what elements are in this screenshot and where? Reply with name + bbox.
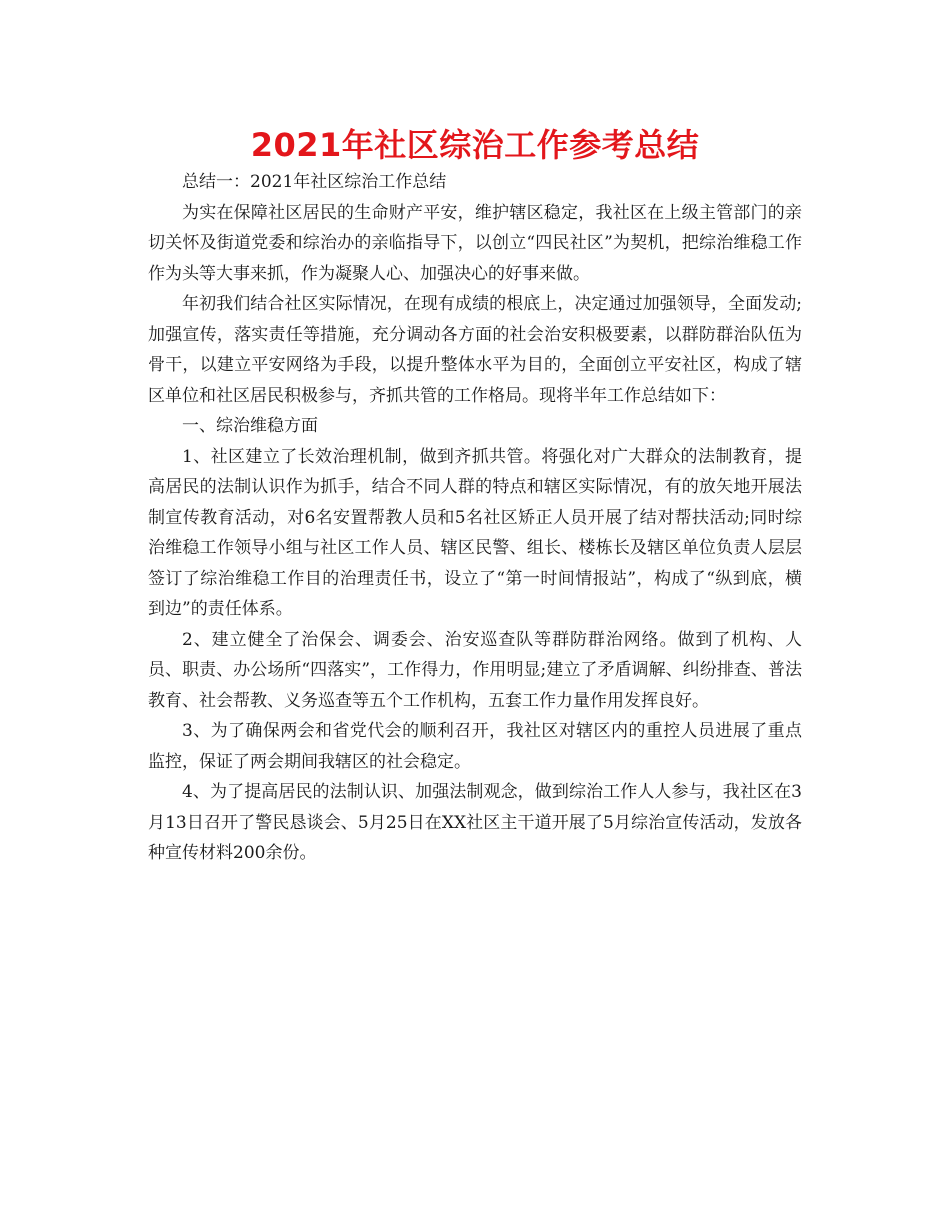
section-heading: 一、综治维稳方面 bbox=[182, 416, 318, 436]
document-body bbox=[148, 167, 802, 869]
paragraph-item-3: 3、为了确保两会和省党代会的顺利召开，我社区对辖区内的重控人员进展了重点监控，保证了两会期间我辖区的社会稳定。 bbox=[148, 721, 802, 772]
paragraph-intro: 为实在保障社区居民的生命财产平安，维护辖区稳定，我社区在上级主管部门的亲切关怀及街道党委和综治办的亲临指导下，以创立“四民社区”为契机，把综治维稳工作作为头等大事来抓，作为凝聚人心、加强决心的好事来做。 bbox=[148, 202, 802, 284]
paragraph-item-1: 1、社区建立了长效治理机制，做到齐抓共管。将强化对广大群众的法制教育，提高居民的法制认识作为抓手，结合不同人群的特点和辖区实际情况，有的放矢地开展法制宣传教育活动，对6名安置帮教人员和5名社区矫正人员开展了结对帮扶活动;同时综治维稳工作领导小组与社区工作人员、辖区民警、组长、楼栋长及辖区单位负责人层层签订了综治维稳工作目的治理责任书，设立了“第一时间情报站”，构成了“纵到底，横到边”的责任体系。 bbox=[148, 446, 802, 619]
document-title: 2021年社区综治工作参考总结 bbox=[250, 126, 700, 164]
paragraph-overview: 年初我们结合社区实际情况，在现有成绩的根底上，决定通过加强领导，全面发动;加强宣传，落实责任等措施，充分调动各方面的社会治安积极要素，以群防群治队伍为骨干，以建立平安网络为手段，以提升整体水平为目的，全面创立平安社区，构成了辖区单位和社区居民积极参与，齐抓共管的工作格局。现将半年工作总结如下： bbox=[148, 294, 802, 406]
paragraph-item-2: 2、建立健全了治保会、调委会、治安巡查队等群防群治网络。做到了机构、人员、职责、办公场所“四落实”，工作得力，作用明显;建立了矛盾调解、纠纷排查、普法教育、社会帮教、义务巡查等五个工作机构，五套工作力量作用发挥良好。 bbox=[148, 629, 802, 711]
paragraph-subtitle: 总结一：2021年社区综治工作总结 bbox=[182, 172, 447, 192]
paragraph-item-4: 4、为了提高居民的法制认识、加强法制观念，做到综治工作人人参与，我社区在3月13日召开了警民恳谈会、5月25日在XX社区主干道开展了5月综治宣传活动，发放各种宣传材料200余份。 bbox=[148, 782, 802, 863]
